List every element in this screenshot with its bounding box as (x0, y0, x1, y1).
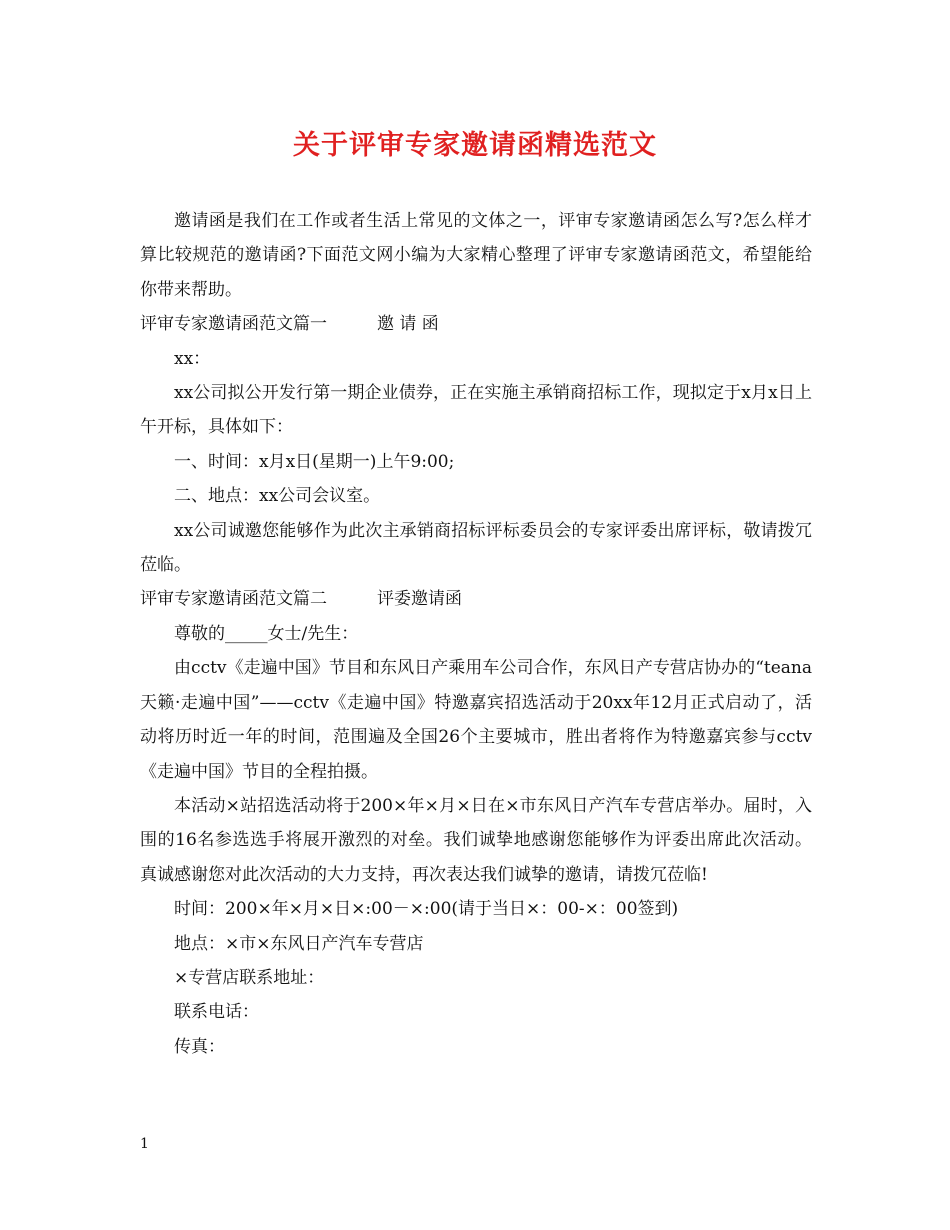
paragraph: 由cctv《走遍中国》节目和东风日产乘用车公司合作，东风日产专营店协办的“teana天籁·走遍中国”——cctv《走遍中国》特邀嘉宾招选活动于20xx年12月正式启动了，活动将历时近一年的时间，范围遍及全国26个主要城市，胜出者将作为特邀嘉宾参与cctv《走遍中国》节目的全程拍摄。 (140, 658, 812, 782)
paragraph: 本活动×站招选活动将于200×年×月×日在×市东风日产汽车专营店举办。届时，入围的16名参选选手将展开激烈的对垒。我们诚挚地感谢您能够作为评委出席此次活动。 真诚感谢您对此次活动的大力支持，再次表达我们诚挚的邀请，请拨冗莅临! (140, 795, 812, 885)
paragraph: 时间：200×年×月×日×:00－×:00(请于当日×：00-×：00签到) (174, 899, 679, 920)
paragraph: 地点：×市×东风日产汽车专营店 (174, 933, 424, 954)
paragraph: 传真： (174, 1036, 225, 1057)
paragraph: 一、时间：x月x日(星期一)上午9:00; (174, 451, 455, 472)
section-heading-subtext: 邀 请 函 (377, 314, 439, 335)
paragraph: 尊敬的_____女士/先生： (174, 623, 359, 644)
section-heading-subtext: 评委邀请函 (377, 589, 462, 610)
document-title: 关于评审专家邀请函精选范文 (293, 130, 657, 161)
paragraph: xx公司诚邀您能够作为此次主承销商招标评标委员会的专家评委出席评标，敬请拨冗莅临。 (140, 520, 812, 576)
section-heading-text: 评审专家邀请函范文篇二 (140, 589, 327, 610)
page-number: 1 (140, 1136, 149, 1152)
paragraph: xx公司拟公开发行第一期企业债券，正在实施主承销商招标工作，现拟定于x月x日上午开标，具体如下： (140, 383, 812, 438)
section-heading-text: 评审专家邀请函范文篇一 (140, 314, 327, 335)
paragraph: 二、地点：xx公司会议室。 (174, 486, 381, 507)
paragraph: 联系电话： (174, 1002, 259, 1023)
document-body (140, 204, 812, 1064)
section-heading (140, 307, 812, 341)
paragraph: 邀请函是我们在工作或者生活上常见的文体之一，评审专家邀请函怎么写?怎么样才算比较规范的邀请函?下面范文网小编为大家精心整理了评审专家邀请函范文，希望能给你带来帮助。 (140, 211, 812, 300)
paragraph: ×专营店联系地址： (174, 967, 325, 988)
section-heading (140, 582, 812, 616)
paragraph: xx： (174, 348, 211, 369)
